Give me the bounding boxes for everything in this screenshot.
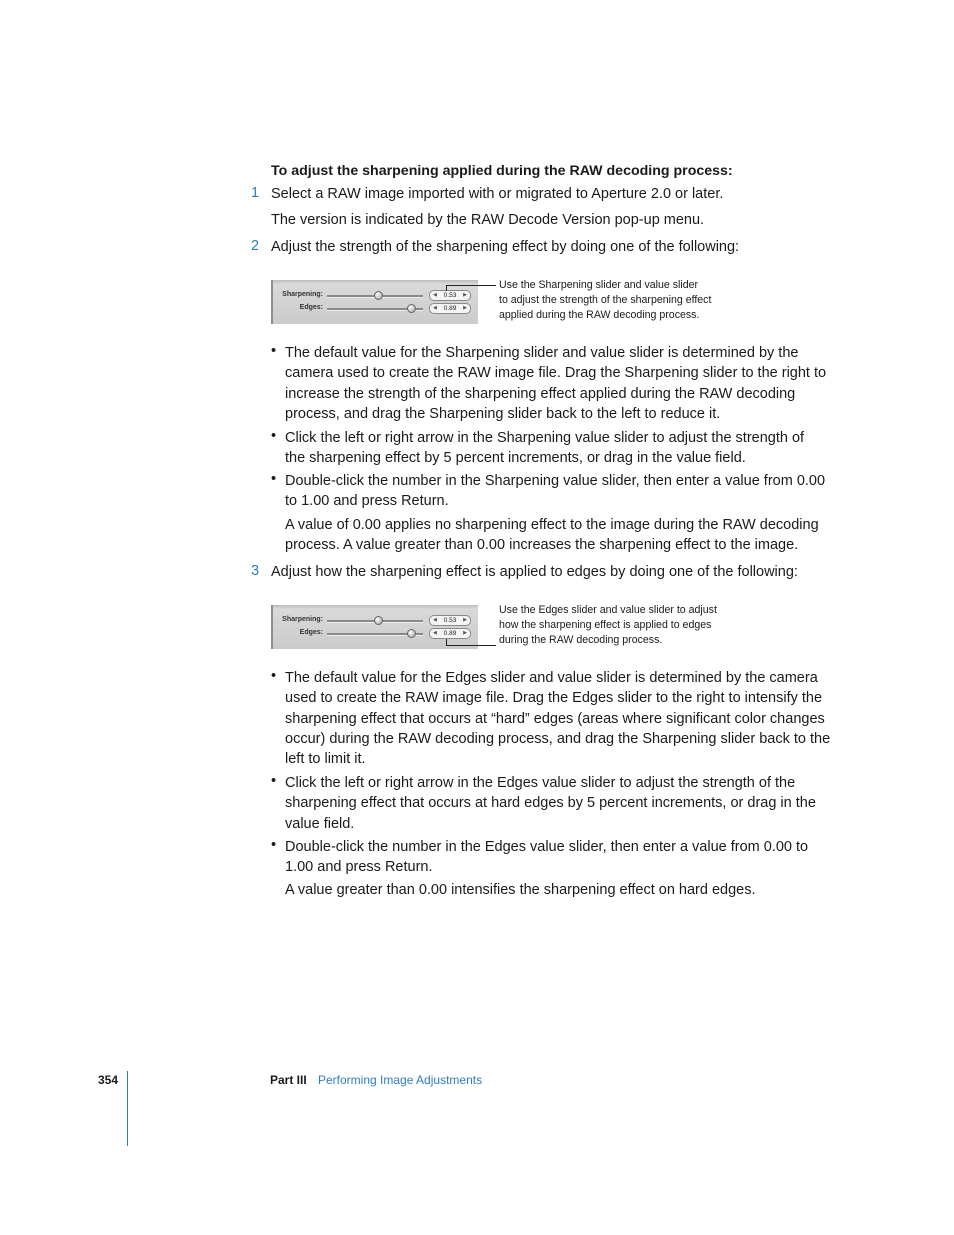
edges-slider-knob[interactable]: [407, 629, 416, 638]
right-arrow-icon[interactable]: ▶: [463, 292, 467, 298]
sharpening-value-slider[interactable]: [429, 290, 471, 301]
left-arrow-icon[interactable]: ◀: [433, 630, 437, 636]
edges-label: Edges:: [299, 629, 323, 636]
step-number: 1: [251, 185, 260, 201]
sharpening-value[interactable]: 0.53: [443, 292, 457, 299]
page-number: 354: [98, 1073, 119, 1087]
right-arrow-icon[interactable]: ▶: [463, 305, 467, 311]
bullet-text: Click the left or right arrow in the Sharpening value slider to adjust the strength of the sharpening effect by 5 percent increments, or drag in the value field.: [285, 430, 805, 467]
edges-value[interactable]: 0.89: [443, 630, 457, 637]
edges-value[interactable]: 0.89: [443, 305, 457, 312]
task-heading: To adjust the sharpening applied during the RAW decoding process:: [271, 163, 733, 179]
left-arrow-icon[interactable]: ◀: [433, 305, 437, 311]
edges-value-slider[interactable]: [429, 303, 471, 314]
bullet-icon: •: [271, 837, 277, 853]
edges-label: Edges:: [299, 304, 323, 311]
step-note: The version is indicated by the RAW Decode Version pop-up menu.: [271, 212, 705, 228]
right-arrow-icon[interactable]: ▶: [463, 617, 467, 623]
bullet-text: Double-click the number in the Edges value slider, then enter a value from 0.00 to 1.00 and press Return.: [285, 839, 809, 876]
step-number: 2: [251, 238, 260, 254]
bullet-icon: •: [271, 428, 277, 444]
callout-leader: [446, 645, 496, 646]
sharpening-value[interactable]: 0.53: [443, 617, 457, 624]
right-arrow-icon[interactable]: ▶: [463, 630, 467, 636]
sharpening-label: Sharpening:: [282, 291, 323, 298]
bullet-note: A value greater than 0.00 intensifies the sharpening effect on hard edges.: [285, 882, 756, 898]
edges-slider-knob[interactable]: [407, 304, 416, 313]
bullet-icon: •: [271, 343, 277, 359]
bullet-icon: •: [271, 773, 277, 789]
edges-value-slider[interactable]: [429, 628, 471, 639]
footer-part: Part III: [270, 1073, 307, 1087]
figure-caption: Use the Edges slider and value slider to adjust how the sharpening effect is applied to edges during the RAW decoding process.: [499, 604, 717, 646]
step-text: Adjust the strength of the sharpening effect by doing one of the following:: [271, 239, 740, 255]
footer-chapter-link[interactable]: Performing Image Adjustments: [318, 1073, 483, 1087]
left-arrow-icon[interactable]: ◀: [433, 617, 437, 623]
bullet-text: Double-click the number in the Sharpening value slider, then enter a value from 0.00 to 1.00 and press Return.: [285, 473, 826, 510]
bullet-icon: •: [271, 471, 277, 487]
step-text: Adjust how the sharpening effect is applied to edges by doing one of the following:: [271, 564, 798, 580]
sharpening-slider-knob[interactable]: [374, 291, 383, 300]
footer-rule: [127, 1071, 128, 1146]
sharpening-label: Sharpening:: [282, 616, 323, 623]
figure-caption: Use the Sharpening slider and value slider to adjust the strength of the sharpening effect applied during the RAW decoding process.: [499, 279, 712, 321]
bullet-icon: •: [271, 668, 277, 684]
sharpening-slider-knob[interactable]: [374, 616, 383, 625]
callout-leader: [446, 285, 496, 286]
step-number: 3: [251, 563, 260, 579]
step-text: Select a RAW image imported with or migrated to Aperture 2.0 or later.: [271, 186, 724, 202]
bullet-text: The default value for the Sharpening slider and value slider is determined by the camera used to create the RAW image file. Drag the Sharpening slider to the right to increase the strength of the sharpening effect applied during the RAW decoding process, and drag the Sharpening slider back to the left to reduce it.: [285, 345, 827, 422]
sharpening-value-slider[interactable]: [429, 615, 471, 626]
bullet-note: A value of 0.00 applies no sharpening effect to the image during the RAW decoding process. A value greater than 0.00 increases the sharpening effect to the image.: [285, 517, 819, 554]
bullet-text: Click the left or right arrow in the Edges value slider to adjust the strength of the sharpening effect that occurs at hard edges by 5 percent increments, or drag in the value field.: [285, 775, 816, 832]
bullet-text: The default value for the Edges slider and value slider is determined by the camera used to create the RAW image file. Drag the Edges slider to the right to intensify the sharpening effect that occurs at “hard” edges (areas where significant color changes occur) during the RAW decoding process, and drag the Sharpening slider back to the left to limit it.: [285, 670, 831, 768]
left-arrow-icon[interactable]: ◀: [433, 292, 437, 298]
